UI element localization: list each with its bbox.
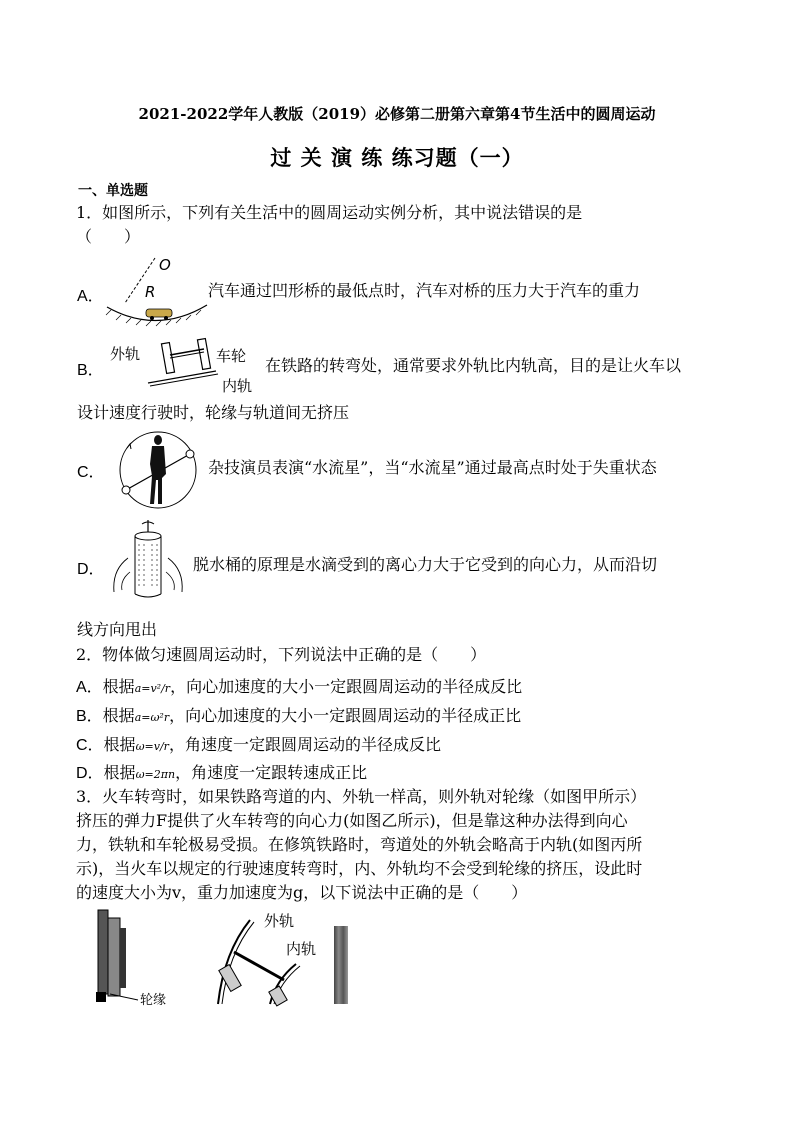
q3-line-5: 的速度大小为v，重力加速度为g，以下说法中正确的是（ ）	[76, 883, 528, 902]
q2-option-c-formula: ω=v/r	[135, 740, 169, 753]
q2-option-a-formula: a=v²/r	[134, 682, 171, 695]
document-title: 2021-2022学年人教版（2019）必修第二册第六章第4节生活中的圆周运动	[138, 105, 656, 123]
fig-label-outer-rail: 外轨	[110, 345, 141, 363]
q3-line-3: 力，铁轨和车轮极易受损。在修筑铁路时，弯道处的外轨会略高于内轨(如图丙所	[76, 835, 643, 854]
q2-option-d[interactable]	[76, 763, 367, 785]
q2-stem: 2．物体做匀速圆周运动时，下列说法中正确的是（ ）	[76, 645, 487, 664]
q1-option-b-text-2: 设计速度行驶时，轮缘与轨道间无挤压	[77, 403, 350, 422]
q1-option-a-label[interactable]: A．	[77, 288, 104, 305]
q1-option-b-text-1: 在铁路的转弯处，通常要求外轨比内轨高，目的是让火车以	[265, 356, 682, 375]
q1-stem: 1．如图所示，下列有关生活中的圆周运动实例分析，其中说法错误的是	[76, 203, 583, 222]
q2-option-c-text: ，角速度一定跟圆周运动的半径成反比	[168, 735, 441, 754]
concave-bridge-figure	[105, 255, 210, 327]
q1-option-c-text: 杂技演员表演“水流星”，当“水流星”通过最高点时处于失重状态	[208, 458, 657, 477]
fig-label-o: O	[159, 256, 171, 274]
fig-label-q3-outer: 外轨	[264, 912, 295, 930]
rail-photo	[334, 926, 348, 1004]
section-heading: 一、单选题	[78, 183, 148, 199]
q2-option-d-formula: ω=2πn	[135, 768, 176, 781]
q2-option-d-label: D．根据	[76, 765, 136, 782]
wheel-flange-figure	[88, 908, 198, 1008]
q1-option-c-label[interactable]: C．	[77, 464, 105, 481]
fig-label-inner-rail: 内轨	[222, 377, 253, 395]
q1-option-d-text-2: 线方向甩出	[77, 620, 158, 639]
q2-option-b[interactable]	[76, 706, 521, 728]
fig-label-flange: 轮缘	[140, 993, 167, 1008]
fig-label-wheel: 车轮	[216, 347, 247, 365]
q2-option-c-label: C．根据	[76, 737, 136, 754]
q2-option-c[interactable]	[76, 735, 441, 757]
spin-dryer-figure	[108, 518, 188, 612]
q2-option-b-formula: a=ω²r	[134, 711, 170, 724]
q2-option-a-label: A．根据	[76, 679, 135, 696]
q2-option-a[interactable]	[76, 677, 522, 699]
q3-line-1: 3．火车转弯时，如果铁路弯道的内、外轨一样高，则外轨对轮缘（如图甲所示）	[76, 787, 647, 806]
q2-option-d-text: ，角速度一定跟转速成正比	[175, 763, 368, 782]
q1-option-d-label[interactable]: D．	[77, 561, 105, 578]
document-subtitle: 过 关 演 练 练习题（一）	[270, 145, 524, 170]
q2-option-b-text: ，向心加速度的大小一定跟圆周运动的半径成正比	[169, 706, 522, 725]
q1-option-d-text-1: 脱水桶的原理是水滴受到的离心力大于它受到的向心力，从而沿切	[193, 555, 658, 574]
rail-wheel-figure	[108, 337, 268, 395]
fig-label-q3-inner: 内轨	[286, 940, 317, 958]
q1-blank: （ ）	[76, 227, 141, 246]
q2-option-b-label: B．根据	[76, 708, 135, 725]
fig-label-r: R	[145, 283, 156, 301]
q1-option-a-text: 汽车通过凹形桥的最低点时，汽车对桥的压力大于汽车的重力	[208, 281, 641, 300]
q1-option-b-label[interactable]: B．	[77, 362, 104, 379]
q2-option-a-text: ，向心加速度的大小一定跟圆周运动的半径成反比	[170, 677, 523, 696]
q3-line-2: 挤压的弹力F提供了火车转弯的向心力(如图乙所示)，但是靠这种办法得到向心	[76, 811, 628, 830]
water-meteor-figure	[118, 428, 200, 512]
curve-rail-figure	[210, 908, 330, 1004]
q3-line-4: 示)，当火车以规定的行驶速度转弯时，内、外轨均不会受到轮缘的挤压，设此时	[76, 859, 643, 878]
